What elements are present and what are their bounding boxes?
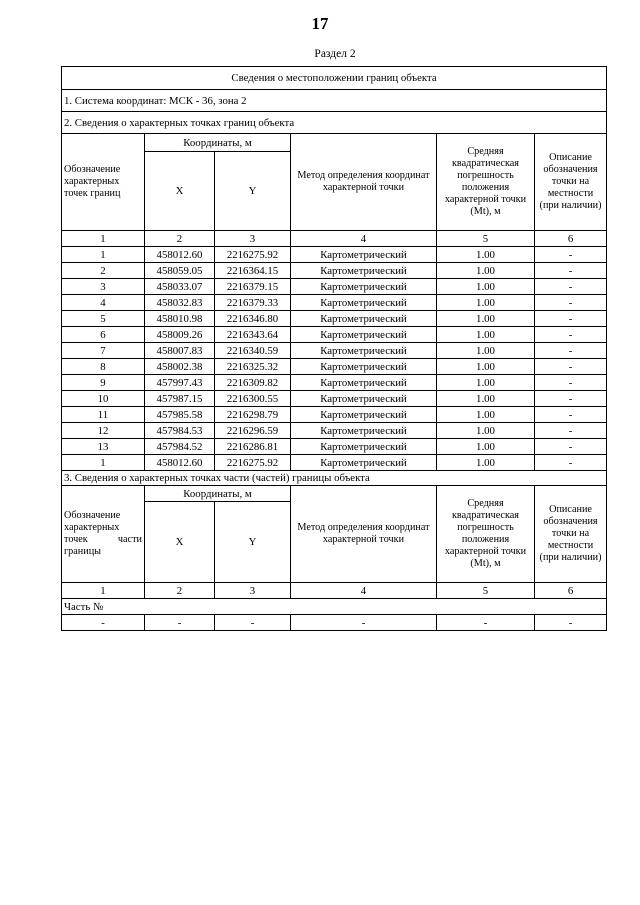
- col-point: -: [62, 615, 145, 631]
- col-description: -: [535, 247, 607, 263]
- col-error: 1.00: [437, 343, 535, 359]
- col-description: -: [535, 327, 607, 343]
- coord-system: 1. Система координат: МСК - 36, зона 2: [62, 90, 607, 112]
- column-number: 1: [62, 583, 145, 599]
- col-description: -: [535, 295, 607, 311]
- col-error: 1.00: [437, 311, 535, 327]
- section-label: Раздел 2: [314, 48, 356, 60]
- part-label: Часть №: [62, 599, 607, 615]
- col-method: Картометрический: [291, 327, 437, 343]
- col-y: 2216325.32: [215, 359, 291, 375]
- col-description: -: [535, 279, 607, 295]
- table-row: [62, 359, 607, 375]
- table-title: Сведения о местоположении границ объекта: [62, 67, 607, 90]
- col-point: 6: [62, 327, 145, 343]
- header-designation-part: Обозначение характерных точек части границы: [62, 486, 145, 583]
- col-description: -: [535, 439, 607, 455]
- col-error: 1.00: [437, 439, 535, 455]
- col-x: 458009.26: [145, 327, 215, 343]
- header-description-part: Описание обозначения точки на местности (при наличии): [535, 486, 607, 583]
- col-y: 2216286.81: [215, 439, 291, 455]
- col-point: 7: [62, 343, 145, 359]
- col-x: 457987.15: [145, 391, 215, 407]
- col-x: 457984.53: [145, 423, 215, 439]
- table-row: [62, 439, 607, 455]
- table-row: [62, 391, 607, 407]
- col-x: 458033.07: [145, 279, 215, 295]
- table-row: [62, 407, 607, 423]
- header-coords: Координаты, м: [145, 134, 291, 152]
- column-number: 3: [215, 231, 291, 247]
- col-error: 1.00: [437, 263, 535, 279]
- col-point: 11: [62, 407, 145, 423]
- col-x: 458059.05: [145, 263, 215, 279]
- col-method: Картометрический: [291, 343, 437, 359]
- header-coords-part: Координаты, м: [145, 486, 291, 502]
- col-y: 2216346.80: [215, 311, 291, 327]
- table-row: [62, 279, 607, 295]
- col-method: Картометрический: [291, 455, 437, 471]
- col-x: 458010.98: [145, 311, 215, 327]
- col-method: Картометрический: [291, 311, 437, 327]
- col-error: -: [437, 615, 535, 631]
- col-point: 1: [62, 455, 145, 471]
- col-method: Картометрический: [291, 359, 437, 375]
- col-description: -: [535, 615, 607, 631]
- col-y: 2216275.92: [215, 455, 291, 471]
- col-description: -: [535, 311, 607, 327]
- table-row: [62, 295, 607, 311]
- header-error-part: Средняя квадратическая погрешность положения характерной точки (Mt), м: [437, 486, 535, 583]
- header-x: X: [145, 152, 215, 231]
- col-y: 2216275.92: [215, 247, 291, 263]
- col-error: 1.00: [437, 279, 535, 295]
- table-row: [62, 375, 607, 391]
- col-method: Картометрический: [291, 423, 437, 439]
- column-number: 2: [145, 583, 215, 599]
- col-error: 1.00: [437, 247, 535, 263]
- col-point: 8: [62, 359, 145, 375]
- col-x: 457984.52: [145, 439, 215, 455]
- col-x: 458032.83: [145, 295, 215, 311]
- col-error: 1.00: [437, 455, 535, 471]
- col-method: Картометрический: [291, 375, 437, 391]
- col-x: 458007.83: [145, 343, 215, 359]
- col-x: -: [145, 615, 215, 631]
- col-method: Картометрический: [291, 407, 437, 423]
- col-x: 458012.60: [145, 455, 215, 471]
- column-number: 2: [145, 231, 215, 247]
- col-y: -: [215, 615, 291, 631]
- col-error: 1.00: [437, 423, 535, 439]
- col-description: -: [535, 407, 607, 423]
- col-point: 2: [62, 263, 145, 279]
- col-y: 2216343.64: [215, 327, 291, 343]
- column-number: 6: [535, 583, 607, 599]
- column-number: 4: [291, 583, 437, 599]
- col-description: -: [535, 455, 607, 471]
- col-x: 458012.60: [145, 247, 215, 263]
- col-point: 13: [62, 439, 145, 455]
- col-error: 1.00: [437, 295, 535, 311]
- column-number: 5: [437, 231, 535, 247]
- col-y: 2216309.82: [215, 375, 291, 391]
- header-x-part: X: [145, 502, 215, 583]
- col-y: 2216379.15: [215, 279, 291, 295]
- col-y: 2216296.59: [215, 423, 291, 439]
- header-designation: Обозначение характерных точек границ: [62, 134, 145, 231]
- col-error: 1.00: [437, 375, 535, 391]
- col-x: 457997.43: [145, 375, 215, 391]
- table-row: [62, 343, 607, 359]
- boundary-table: [61, 66, 607, 631]
- table-row: [62, 455, 607, 471]
- header-description: Описание обозначения точки на местности (при наличии): [535, 134, 607, 231]
- col-y: 2216300.55: [215, 391, 291, 407]
- table-row: [62, 311, 607, 327]
- col-point: 5: [62, 311, 145, 327]
- col-error: 1.00: [437, 359, 535, 375]
- col-method: Картометрический: [291, 247, 437, 263]
- col-description: -: [535, 375, 607, 391]
- table-row: [62, 263, 607, 279]
- header-y-part: Y: [215, 502, 291, 583]
- col-y: 2216379.33: [215, 295, 291, 311]
- header-method: Метод определения координат характерной точки: [291, 134, 437, 231]
- col-description: -: [535, 391, 607, 407]
- col-description: -: [535, 359, 607, 375]
- col-point: 4: [62, 295, 145, 311]
- section3-title: 3. Сведения о характерных точках части (частей) границы объекта: [62, 471, 607, 486]
- col-method: Картометрический: [291, 439, 437, 455]
- header-method-part: Метод определения координат характерной точки: [291, 486, 437, 583]
- table-row: [62, 327, 607, 343]
- col-description: -: [535, 343, 607, 359]
- col-point: 9: [62, 375, 145, 391]
- column-numbers-row: [62, 231, 607, 247]
- col-point: 1: [62, 247, 145, 263]
- col-description: -: [535, 423, 607, 439]
- table-row: [62, 423, 607, 439]
- header-error: Средняя квадратическая погрешность положения характерной точки (Mt), м: [437, 134, 535, 231]
- column-number: 3: [215, 583, 291, 599]
- col-description: -: [535, 263, 607, 279]
- table-row: [62, 247, 607, 263]
- col-y: 2216298.79: [215, 407, 291, 423]
- table-row: [62, 615, 607, 631]
- col-y: 2216364.15: [215, 263, 291, 279]
- page-number: 17: [311, 14, 329, 33]
- col-point: 12: [62, 423, 145, 439]
- col-x: 457985.58: [145, 407, 215, 423]
- col-method: Картометрический: [291, 295, 437, 311]
- col-point: 3: [62, 279, 145, 295]
- col-method: Картометрический: [291, 391, 437, 407]
- column-number: 1: [62, 231, 145, 247]
- column-number: 4: [291, 231, 437, 247]
- col-error: 1.00: [437, 327, 535, 343]
- col-method: -: [291, 615, 437, 631]
- section2-title: 2. Сведения о характерных точках границ объекта: [62, 112, 607, 134]
- col-method: Картометрический: [291, 279, 437, 295]
- col-error: 1.00: [437, 391, 535, 407]
- column-number: 6: [535, 231, 607, 247]
- col-method: Картометрический: [291, 263, 437, 279]
- col-x: 458002.38: [145, 359, 215, 375]
- col-error: 1.00: [437, 407, 535, 423]
- col-y: 2216340.59: [215, 343, 291, 359]
- col-point: 10: [62, 391, 145, 407]
- column-number: 5: [437, 583, 535, 599]
- header-y: Y: [215, 152, 291, 231]
- column-numbers-row: [62, 583, 607, 599]
